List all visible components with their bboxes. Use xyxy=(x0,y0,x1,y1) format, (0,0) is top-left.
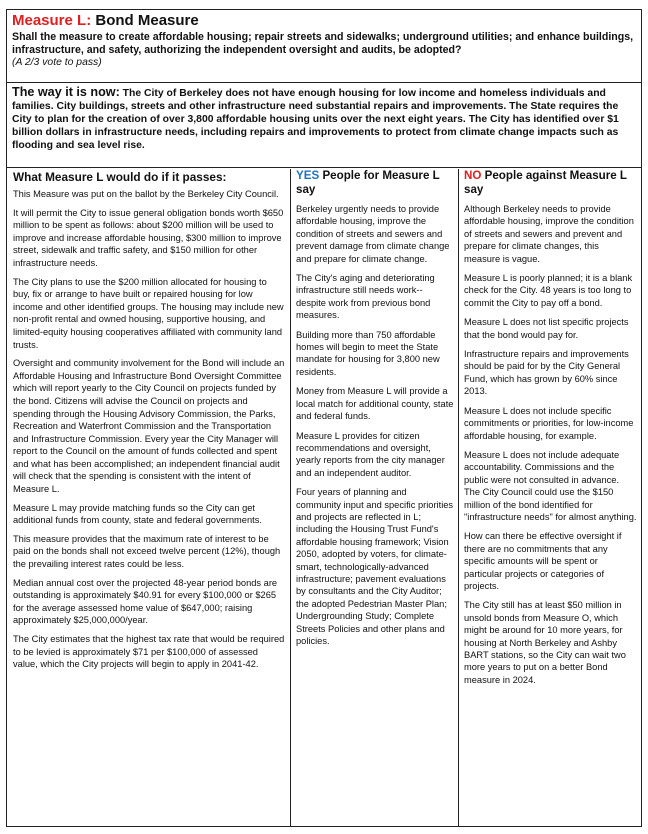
for-heading xyxy=(296,169,454,197)
against-paragraph: Infrastructure repairs and improvements should be paid for by the City General Fund, which has grown by 60% since 2013. xyxy=(464,349,629,397)
for-paragraph: Money from Measure L will provide a local match for additional county, state and federal funds. xyxy=(296,386,454,422)
measure-label: Measure L: xyxy=(12,12,92,29)
yes-tag: YES xyxy=(296,169,320,182)
against-column xyxy=(459,169,641,827)
passes-heading: What Measure L would do if it passes: xyxy=(13,170,227,184)
passes-paragraph: Median annual cost over the projected 48-year period bonds are outstanding is approximately $40.91 for every $100,000 or $265 for the average assessed home value of $647,000; raising approximately $25,000,000/year. xyxy=(13,577,278,626)
for-paragraph: Berkeley urgently needs to provide affordable housing, improve the condition of streets and sewers and prevent damage from climate change and prepare for climate change. xyxy=(296,204,450,264)
for-paragraph: The City's aging and deteriorating infrastructure still needs work-- despite work from previous bond measures. xyxy=(296,273,435,321)
passes-paragraph: This measure provides that the maximum rate of interest to be paid on the bonds shall not exceed twelve percent (12%), though the prevailing interest rates could be less. xyxy=(13,533,281,570)
measure-name: Bond Measure xyxy=(95,12,199,29)
passes-paragraph: Measure L may provide matching funds so the City can get additional funds from county, state and federal governments. xyxy=(13,502,262,526)
for-paragraph: Building more than 750 affordable homes will begin to meet the State mandate for housing for 3,800 new residents. xyxy=(296,329,440,377)
way-it-is-section xyxy=(7,84,641,168)
against-paragraph: The City still has at least $50 million in unsold bonds from Measure O, which might be around for 10 more years, for housing at North Berkeley and Ashby BART stations, so the City can wait two more years to put on a better Bond measure in 2024. xyxy=(464,600,626,685)
passes-paragraph: The City plans to use the $200 million allocated for housing to buy, fix or arrange to have built or repaired housing for low income and other identified groups. The housing may include new non-profit rental and owned housing, supportive housing, and limited-equity housing cooperatives affiliated with community land trusts. xyxy=(13,276,284,350)
way-it-is-text: The City of Berkeley does not have enough housing for low income and homeless individuals and families. City buildings, streets and other infrastructure need substantial repairs and improvements. The State requires the City to plan for the creation of over 3,800 affordable housing units over the next eight years. The City has identified over $1 billion dollars in infrastructure needs, including repairs and improvements to protect from climate change impacts such as flooding and sea level rise. xyxy=(12,88,619,151)
for-paragraph: Measure L provides for citizen recommendations and oversight, yearly reports from the city manager and an independent auditor. xyxy=(296,430,445,478)
for-column xyxy=(291,169,459,827)
measure-header xyxy=(7,10,641,83)
no-tag: NO xyxy=(464,169,482,182)
passes-paragraph: This Measure was put on the ballot by the Berkeley City Council. xyxy=(13,189,279,199)
ballot-question: Shall the measure to create affordable housing; repair streets and sidewalks; underground utilities; and enhance buildings, infrastructure, and safety, authorizing the independent oversight and audits, be adopted? xyxy=(12,31,634,56)
for-paragraph: Four years of planning and community input and specific priorities and projects are reflected in L; including the Housing Trust Fund's affordable housing framework; Vision 2050, adopted by voters, for climate-smart, technologically-advanced infrastructure; pavement evaluations by consultants and the City Auditor; the adopted Pedestrian Master Plan; Undergrounding Study; Complete Streets Policies and other plans and policies. xyxy=(296,487,454,646)
vote-requirement: (A 2/3 vote to pass) xyxy=(12,56,102,68)
against-paragraph: Measure L is poorly planned; it is a blank check for the City. 48 years is too long to commit the City to pay off a bond. xyxy=(464,273,633,308)
against-paragraph: Measure L does not list specific projects that the bond would pay for. xyxy=(464,317,629,340)
way-it-is-lead: The way it is now: xyxy=(12,85,120,99)
measure-sheet xyxy=(6,9,642,827)
for-heading-text: People for Measure L say xyxy=(296,169,440,196)
against-paragraph: Measure L does not include adequate accountability. Commissions and the public were not consulted in advance. The City Council could use the $150 million of the bond identified for "infrastructure needs" for almost anything. xyxy=(464,449,637,522)
against-heading-text: People against Measure L say xyxy=(464,169,627,196)
against-paragraph: How can there be effective oversight if there are no commitments that any specific amounts will be spent or particular projects or categories of projects. xyxy=(464,531,622,591)
passes-paragraph: It will permit the City to issue general obligation bonds worth $650 million to be spent as follows: about $200 million will be used to improve and increase affordable housing, $300 million to improve street, sidewalk and traffic safety, and $150 million for other infrastructure needs. xyxy=(13,207,284,268)
against-heading xyxy=(464,169,637,197)
passes-column xyxy=(7,169,291,827)
passes-paragraph: Oversight and community involvement for the Bond will include an Affordable Housing and Infrastructure Bond Oversight Committee which will report yearly to the City Council on projects funded by the bond. Citizens will advise the Council on projects and spending through the Housing Advisory Commission, the Parks, Recreation and Waterfront Commission and the Transportation and Infrastructure Commission. Every year the City Manager will report to the Council on the amount of funds collected and spent and what has been accomplished; an independent financial audit will check that the spending is consistent with the intent of Measure L. xyxy=(13,358,285,495)
against-paragraph: Measure L does not include specific commitments or priorities, for low-income affordable housing, for example. xyxy=(464,405,634,441)
measure-title xyxy=(12,12,636,30)
passes-paragraph: The City estimates that the highest tax rate that would be required to be levied is approximately $71 per $100,000 of assessed value, which the City projects will begin to apply in 2041-42. xyxy=(13,634,285,670)
against-paragraph: Although Berkeley needs to provide affordable housing, improve the condition of streets and sewers and prevent and prepare for climate changes, this measure is vague. xyxy=(464,204,634,264)
